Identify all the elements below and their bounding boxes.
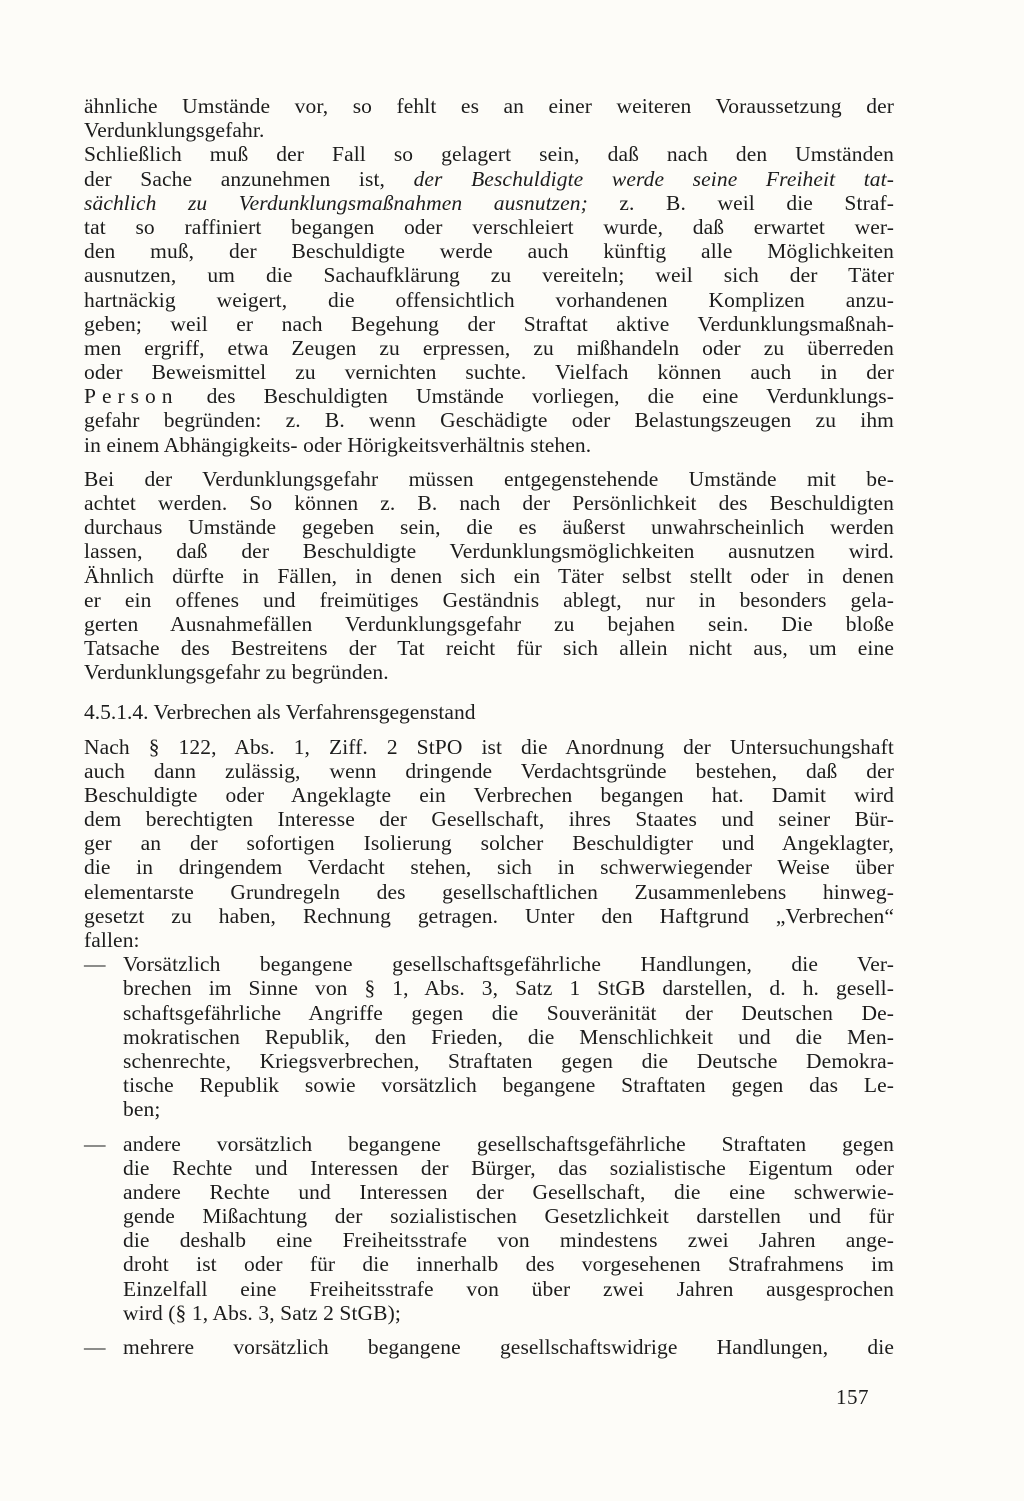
text-line: mokratischen Republik, den Frieden, die Menschlichkeit und die Men- (123, 1024, 894, 1049)
text-line (84, 384, 894, 408)
text-line: andere vorsätzlich begangene gesellschaftsgefährliche Straftaten gegen (123, 1131, 894, 1156)
text-line: elementarste Grundregeln des gesellschaftlichen Zusammenlebens hinweg- (84, 879, 894, 904)
text-line: Beschuldigte oder Angeklagte ein Verbrechen begangen hat. Damit wird (84, 782, 894, 807)
page-number: 157 (836, 1385, 869, 1409)
text-line: die in dringendem Verdacht stehen, sich in schwerwiegender Weise über (84, 855, 894, 880)
text-line: Einzelfall eine Freiheitsstrafe von über zwei Jahren ausgesprochen (123, 1276, 894, 1301)
text-run: des Beschuldigten Umstände vorliegen, die eine Verdunklungs- (178, 384, 894, 409)
text-line: gesetzt zu haben, Rechnung getragen. Unter den Haftgrund „Verbrechen“ (84, 903, 894, 928)
text-line: Bei der Verdunklungsgefahr müssen entgegenstehende Umstände mit be- (84, 466, 894, 491)
text-line: Schließlich muß der Fall so gelagert sein, daß nach den Umständen (84, 142, 894, 167)
text-line: Tatsache des Bestreitens der Tat reicht für sich allein nicht aus, um eine (84, 636, 894, 661)
text-line: oder Beweismittel zu vernichten suchte. Vielfach können auch in der (84, 360, 894, 385)
text-line: dem berechtigten Interesse der Gesellschaft, ihres Staates und seiner Bür- (84, 807, 894, 832)
dash-bullet: — (84, 1131, 106, 1156)
text-line (84, 167, 894, 191)
text-line: Ähnlich dürfte in Fällen, in denen sich ein Täter selbst stellt oder in denen (84, 563, 894, 588)
text-line: hartnäckig weigert, die offensichtlich vorhandenen Komplizen anzu- (84, 287, 894, 312)
text-line: lassen, daß der Beschuldigte Verdunklungsmöglichkeiten ausnutzen wird. (84, 539, 894, 564)
text-line: andere Rechte und Interessen der Gesellschaft, die eine schwerwie- (123, 1179, 894, 1204)
text-line: den muß, der Beschuldigte werde auch künftig alle Möglichkeiten (84, 239, 894, 264)
text-line: gende Mißachtung der sozialistischen Gesetzlichkeit darstellen und für (123, 1204, 894, 1229)
text-line: mehrere vorsätzlich begangene gesellschaftswidrige Handlungen, die (123, 1335, 894, 1359)
emphasis-text: sächlich zu Verdunklungsmaßnahmen ausnutzen; (84, 190, 588, 215)
text-line: Vorsätzlich begangene gesellschaftsgefährliche Handlungen, die Ver- (123, 952, 894, 977)
list-item (84, 1335, 894, 1359)
paragraph-2 (84, 142, 894, 456)
dash-bullet: — (84, 952, 106, 977)
text-line: gerten Ausnahmefällen Verdunklungsgefahr zu bejahen sein. Die bloße (84, 611, 894, 636)
text-line: achtet werden. So können z. B. nach der Persönlichkeit des Beschuldigten (84, 491, 894, 515)
section-heading: 4.5.1.4. Verbrechen als Verfahrensgegenstand (84, 699, 476, 724)
text-line: droht ist oder für die innerhalb des vorgesehenen Strafrahmens im (123, 1252, 894, 1277)
text-line: schaftsgefährliche Angriffe gegen die Souveränität der Deutschen De- (123, 1000, 894, 1025)
text-line: ausnutzen, um die Sachaufklärung zu vereiteln; weil sich der Täter (84, 263, 894, 288)
text-line: Verdunklungsgefahr zu begründen. (84, 660, 389, 685)
text-line: ben; (123, 1097, 161, 1122)
paragraph-4 (84, 735, 894, 953)
text-run: z. B. weil die Straf- (587, 190, 894, 215)
text-line: die deshalb eine Freiheitsstrafe von mindestens zwei Jahren ange- (123, 1228, 894, 1253)
text-line: geben; weil er nach Begehung der Straftat aktive Verdunklungsmaßnah- (84, 311, 894, 336)
text-line: Nach § 122, Abs. 1, Ziff. 2 StPO ist die Anordnung der Untersuchungshaft (84, 734, 894, 759)
text-line: tische Republik sowie vorsätzlich begangene Straftaten gegen das Le- (123, 1073, 894, 1098)
text-line: die Rechte und Interessen der Bürger, das sozialistische Eigentum oder (123, 1155, 894, 1180)
page-body (84, 94, 894, 1359)
text-line: in einem Abhängigkeits- oder Hörigkeitsverhältnis stehen. (84, 432, 592, 457)
paragraph-1 (84, 94, 894, 142)
text-line: wird (§ 1, Abs. 3, Satz 2 StGB); (123, 1300, 401, 1325)
text-line: men ergriff, etwa Zeugen zu erpressen, zu mißhandeln oder zu überreden (84, 335, 894, 360)
text-line: schenrechte, Kriegsverbrechen, Straftaten gegen die Deutsche Demokra- (123, 1048, 894, 1073)
text-line: durchaus Umstände gegeben sein, die es äußerst unwahrscheinlich werden (84, 515, 894, 540)
text-line: fallen: (84, 928, 140, 952)
text-line (84, 191, 894, 215)
emphasis-text: der Beschuldigte werde seine Freiheit tat- (413, 166, 894, 191)
text-line: tat so raffiniert begangen oder verschleiert wurde, daß erwartet wer- (84, 214, 894, 239)
text-line: auch dann zulässig, wenn dringende Verdachtsgründe bestehen, daß der (84, 758, 894, 783)
text-line: Verdunklungsgefahr. (84, 118, 265, 143)
text-line: gefahr begründen: z. B. wenn Geschädigte oder Belastungszeugen zu ihm (84, 408, 894, 433)
dash-bullet: — (84, 1335, 106, 1359)
list-item (84, 1132, 894, 1326)
text-line: ger an der sofortigen Isolierung solcher Beschuldigter und Angeklagter, (84, 831, 894, 856)
text-run: der Sache anzunehmen ist, (84, 166, 414, 191)
text-line: ähnliche Umstände vor, so fehlt es an einer weiteren Voraussetzung der (84, 94, 894, 118)
spaced-emphasis-text: Person (84, 384, 179, 409)
paragraph-3 (84, 467, 894, 685)
text-line: er ein offenes und freimütiges Geständnis ablegt, nur in besonders gela- (84, 587, 894, 612)
text-line: brechen im Sinne von § 1, Abs. 3, Satz 1 StGB darstellen, d. h. gesell- (123, 976, 894, 1001)
list-item (84, 952, 894, 1121)
